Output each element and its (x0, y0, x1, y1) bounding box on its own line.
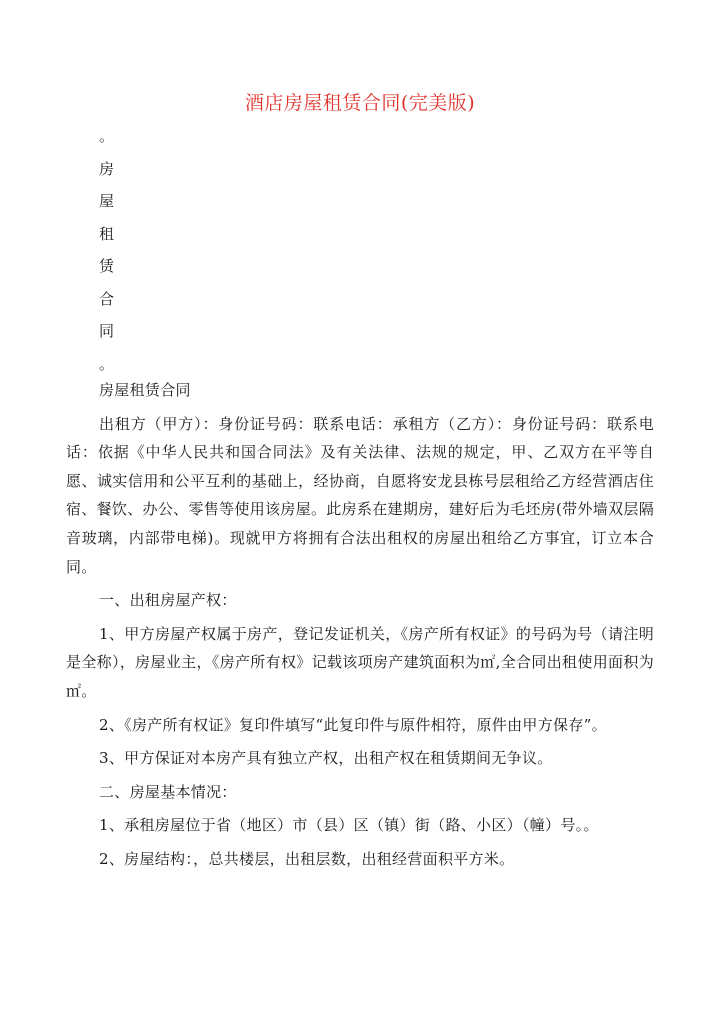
paragraph: 1、甲方房屋产权属于房产，登记发证机关，《房产所有权证》的号码为号（请注明是全称），房屋业主，《房产所有权》记载该项房产建筑面积为㎡,全合同出租使用面积为㎡。 (66, 624, 654, 700)
document-title: 酒店房屋租赁合同(完美版) (244, 92, 476, 114)
vertical-char: 。 (99, 127, 115, 145)
vertical-char: 房 (99, 159, 115, 178)
paragraph: 2、《房产所有权证》复印件填写“此复印件与原件相符，原件由甲方保存”。 (99, 715, 607, 734)
paragraph: 2、房屋结构：，总共楼层，出租层数，出租经营面积平方米。 (99, 849, 515, 868)
section-heading: 一、出租房屋产权： (99, 591, 237, 610)
vertical-char: 赁 (99, 257, 115, 275)
vertical-char: 合 (99, 289, 115, 308)
vertical-char: 屋 (99, 192, 115, 210)
vertical-char: 同 (99, 322, 115, 340)
section-heading: 房屋租赁合同 (99, 381, 191, 399)
vertical-title-column (99, 120, 129, 380)
paragraph: 3、甲方保证对本房产具有独立产权，出租产权在租赁期间无争议。 (99, 749, 553, 768)
paragraph: 出租方（甲方）：身份证号码：联系电话：承租方（乙方）：身份证号码：联系电话：依据《中华人民共和国合同法》及有关法律、法规的规定，甲、乙双方在平等自愿、诚实信用和公平互利的基础上，经协商，自愿将安龙县栋号层租给乙方经营酒店住宿、餐饮、办公、零售等使用该房屋。此房系在建期房，建好后为毛坯房(带外墙双层隔音玻璃，内部带电梯)。现就甲方将拥有合法出租权的房屋出租给乙方事宜，订立本合同。 (66, 414, 654, 576)
vertical-char: 租 (99, 224, 115, 243)
paragraph: 1、承租房屋位于省（地区）市（县）区（镇）街（路、小区）（幢）号。。 (99, 816, 599, 835)
document-body (66, 376, 654, 879)
vertical-char: 。 (99, 354, 115, 373)
section-heading: 二、房屋基本情况： (99, 782, 237, 801)
